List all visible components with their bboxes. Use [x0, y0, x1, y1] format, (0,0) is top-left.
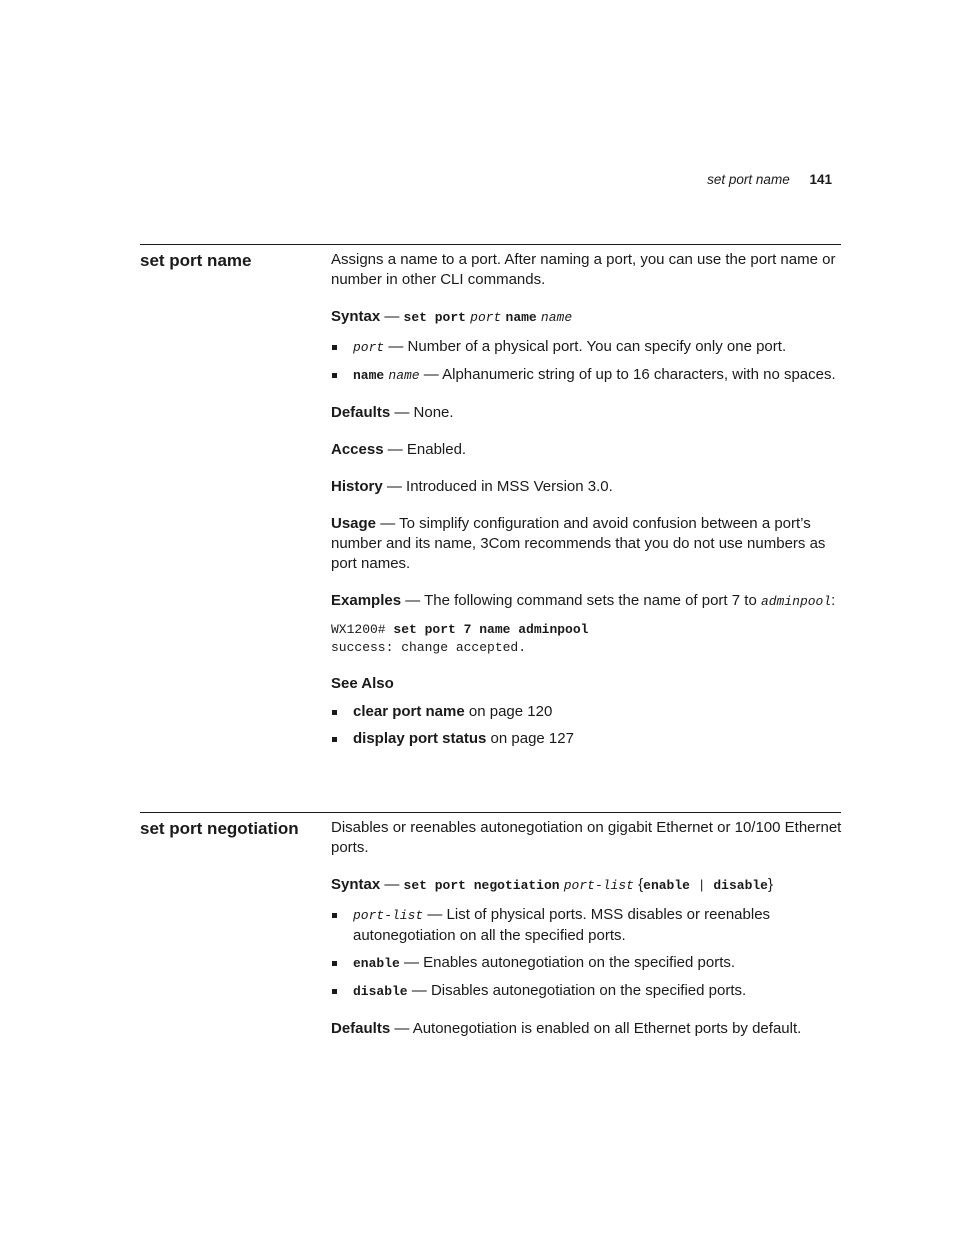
- bullet-icon: [332, 710, 337, 715]
- history-text: — Introduced in MSS Version 3.0.: [382, 478, 613, 495]
- param-keyword: enable: [353, 956, 400, 971]
- code-example: [331, 621, 843, 657]
- syntax-arg: port: [470, 310, 502, 325]
- section-divider: [140, 812, 841, 813]
- page-reference: on page 120: [464, 703, 553, 720]
- syntax-option: enable: [643, 878, 690, 893]
- see-also-list: [331, 702, 843, 749]
- code-prompt: WX1200#: [331, 622, 394, 637]
- defaults-text: — None.: [390, 404, 454, 421]
- description: Assigns a name to a port. After naming a port, you can use the port name or number in other CLI commands.: [331, 251, 836, 288]
- param-arg: port-list: [353, 908, 424, 923]
- bullet-icon: [332, 345, 337, 350]
- syntax-label: Syntax: [331, 876, 381, 893]
- dash: —: [380, 876, 404, 893]
- syntax-command: set port: [403, 310, 466, 325]
- brace-open: {: [638, 876, 644, 893]
- param-desc: — Number of a physical port. You can specify only one port.: [384, 338, 787, 355]
- section-title: set port negotiation: [140, 819, 299, 838]
- syntax-label: Syntax: [331, 308, 381, 325]
- bullet-icon: [332, 913, 337, 918]
- param-arg: name: [388, 368, 420, 383]
- bullet-icon: [332, 373, 337, 378]
- usage-label: Usage: [331, 515, 377, 532]
- access-label: Access: [331, 441, 384, 458]
- dash: —: [380, 308, 404, 325]
- param-desc: — List of physical ports. MSS disables or reenables autonegotiation on all the specified ports.: [353, 906, 771, 944]
- defaults-label: Defaults: [331, 404, 391, 421]
- param-list: [331, 905, 843, 1002]
- examples-arg: adminpool: [760, 594, 832, 609]
- history-line: [331, 477, 843, 497]
- list-item: [331, 953, 843, 974]
- param-desc: — Alphanumeric string of up to 16 characters, with no spaces.: [419, 366, 836, 383]
- syntax-separator: |: [689, 878, 714, 893]
- bullet-icon: [332, 961, 337, 966]
- see-also-label: See Also: [331, 675, 394, 692]
- list-item: [331, 702, 843, 722]
- see-also-link[interactable]: clear port name: [353, 703, 465, 720]
- examples-label: Examples: [331, 592, 402, 609]
- running-header: [600, 172, 832, 187]
- usage-line: [331, 514, 843, 574]
- page-reference: on page 127: [486, 730, 574, 747]
- defaults-line: [331, 1019, 843, 1039]
- section-body: [331, 818, 843, 1056]
- syntax-arg: name: [540, 310, 573, 325]
- examples-line: [331, 591, 843, 612]
- list-item: [331, 981, 843, 1002]
- syntax-line: [331, 875, 843, 896]
- param-arg: port: [353, 340, 385, 355]
- section-divider: [140, 244, 841, 245]
- syntax-arg: port-list: [563, 878, 634, 893]
- defaults-line: [331, 403, 843, 423]
- section-body: [331, 250, 843, 766]
- syntax-option: disable: [713, 878, 768, 893]
- brace-close: }: [767, 876, 773, 893]
- defaults-label: Defaults: [331, 1020, 391, 1037]
- examples-tail: :: [831, 592, 836, 609]
- list-item: [331, 365, 843, 386]
- see-also-heading: [331, 674, 843, 694]
- syntax-line: [331, 307, 843, 328]
- section-title: set port name: [140, 251, 252, 270]
- param-keyword: disable: [353, 984, 408, 999]
- param-list: [331, 337, 843, 386]
- examples-text: — The following command sets the name of port 7 to: [401, 592, 761, 609]
- bullet-icon: [332, 989, 337, 994]
- list-item: [331, 729, 843, 749]
- syntax-keyword: name: [505, 310, 537, 325]
- access-text: — Enabled.: [383, 441, 467, 458]
- see-also-link[interactable]: display port status: [353, 730, 487, 747]
- code-command: set port 7 name adminpool: [393, 622, 589, 637]
- list-item: [331, 337, 843, 358]
- param-desc: — Disables autonegotiation on the specified ports.: [407, 982, 747, 999]
- syntax-command: set port negotiation: [403, 878, 560, 893]
- code-output: success: change accepted.: [331, 640, 527, 655]
- description: Disables or reenables autonegotiation on gigabit Ethernet or 10/100 Ethernet ports.: [331, 819, 842, 856]
- page-number: 141: [809, 172, 832, 187]
- param-desc: — Enables autonegotiation on the specified ports.: [399, 954, 736, 971]
- defaults-text: — Autonegotiation is enabled on all Ethernet ports by default.: [390, 1020, 802, 1037]
- param-keyword: name: [353, 368, 385, 383]
- usage-text: — To simplify configuration and avoid confusion between a port’s number and its name, 3Com recommends that you do not use numbers as port names.: [331, 515, 826, 572]
- history-label: History: [331, 478, 383, 495]
- running-header-title: set port name: [707, 172, 790, 187]
- list-item: [331, 905, 843, 946]
- bullet-icon: [332, 737, 337, 742]
- access-line: [331, 440, 843, 460]
